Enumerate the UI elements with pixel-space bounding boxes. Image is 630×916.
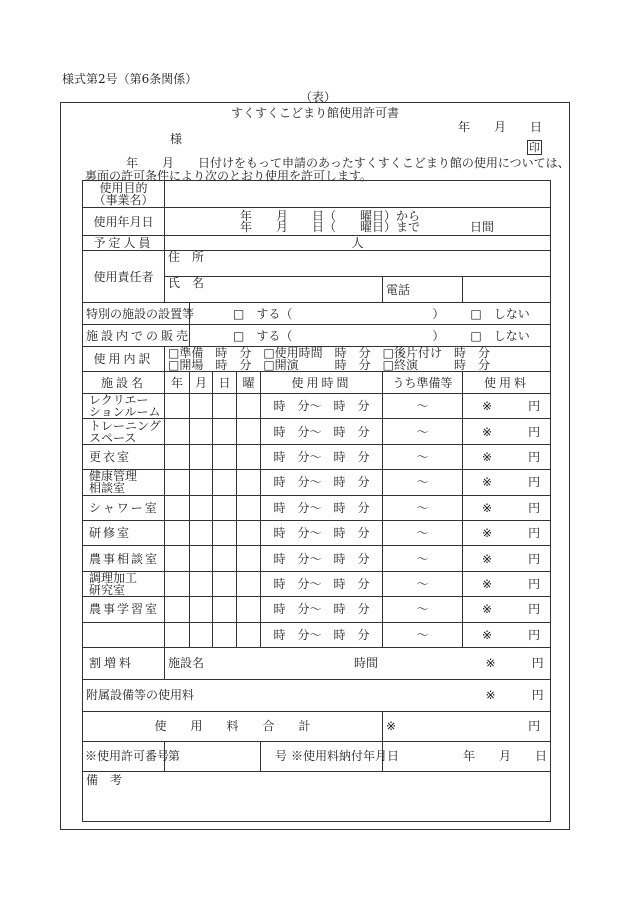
recipient-honorific: 様: [170, 132, 183, 146]
purpose-label: 使用目的 （事業名）: [83, 181, 165, 208]
facility-row: [83, 597, 551, 622]
sales-label: 施設内での販売: [83, 325, 190, 347]
fee-cell[interactable]: ※ 円: [463, 571, 551, 596]
header-month: 月: [190, 372, 213, 394]
remarks-row: [83, 771, 551, 821]
year-cell[interactable]: [165, 520, 190, 545]
weekday-cell[interactable]: [237, 444, 261, 469]
surcharge-facility[interactable]: 施設名 時間: [165, 647, 383, 679]
weekday-cell[interactable]: [237, 546, 261, 571]
month-cell[interactable]: [190, 520, 213, 545]
use-time-cell[interactable]: 時 分～ 時 分: [261, 419, 383, 444]
people-row: [83, 236, 551, 251]
responsible-address-row: [83, 251, 551, 277]
weekday-cell[interactable]: [237, 495, 261, 520]
month-cell[interactable]: [190, 546, 213, 571]
year-cell[interactable]: [165, 470, 190, 495]
use-time-cell[interactable]: 時 分～ 時 分: [261, 622, 383, 647]
facility-name: [83, 622, 165, 647]
equipment-fee[interactable]: ※ 円: [463, 679, 551, 711]
prep-cell[interactable]: ～: [383, 495, 463, 520]
surcharge-fee[interactable]: ※ 円: [463, 647, 551, 679]
use-time-cell[interactable]: 時 分～ 時 分: [261, 597, 383, 622]
header-weekday: 曜: [237, 372, 261, 394]
prep-cell[interactable]: ～: [383, 520, 463, 545]
responsible-label: 使用責任者: [83, 251, 165, 303]
facility-name: 調理加工 研究室: [83, 571, 165, 596]
paid-date[interactable]: 年 月 日: [383, 741, 551, 771]
header-prep: うち準備等: [383, 372, 463, 394]
surcharge-row: [83, 647, 551, 679]
prep-cell[interactable]: ～: [383, 546, 463, 571]
year-cell[interactable]: [165, 546, 190, 571]
year-cell[interactable]: [165, 495, 190, 520]
facility-name: 健康管理 相談室: [83, 470, 165, 495]
fee-cell[interactable]: ※ 円: [463, 622, 551, 647]
facility-row: [83, 444, 551, 469]
use-date-label: 使用年月日: [83, 208, 165, 236]
facility-rows: [83, 394, 551, 648]
year-cell[interactable]: [165, 419, 190, 444]
fee-cell[interactable]: ※ 円: [463, 495, 551, 520]
facility-header-row: [83, 372, 551, 394]
header-day: 日: [213, 372, 237, 394]
year-cell[interactable]: [165, 571, 190, 596]
fee-cell[interactable]: ※ 円: [463, 419, 551, 444]
day-cell[interactable]: [213, 546, 237, 571]
weekday-cell[interactable]: [237, 571, 261, 596]
fee-cell[interactable]: ※ 円: [463, 520, 551, 545]
prep-cell[interactable]: ～: [383, 597, 463, 622]
weekday-cell[interactable]: [237, 470, 261, 495]
facility-row: [83, 470, 551, 495]
use-time-cell[interactable]: 時 分～ 時 分: [261, 571, 383, 596]
sales-row: [83, 325, 551, 347]
facility-name: 研修室: [83, 520, 165, 545]
use-date-value[interactable]: 年 月 日（ 曜日）から 年 月 日（ 曜日）まで 日間: [165, 208, 551, 236]
day-cell[interactable]: [213, 520, 237, 545]
front-side-label: （表）: [300, 90, 337, 104]
fee-cell[interactable]: ※ 円: [463, 470, 551, 495]
phone-field[interactable]: 電話: [383, 277, 463, 303]
weekday-cell[interactable]: [237, 520, 261, 545]
total-fee[interactable]: ※ 円: [383, 711, 551, 741]
prep-cell[interactable]: ～: [383, 571, 463, 596]
facility-name: レクリエー ションルーム: [83, 394, 165, 419]
facility-row: [83, 571, 551, 596]
special-options[interactable]: □ する（ ） □ しない: [190, 303, 551, 325]
facility-name: トレーニング スペース: [83, 419, 165, 444]
header-fee: 使用料: [463, 372, 551, 394]
month-cell[interactable]: [190, 394, 213, 419]
day-cell[interactable]: [213, 444, 237, 469]
facility-name: シャワー室: [83, 495, 165, 520]
header-facility: 施設名: [83, 372, 165, 394]
facility-row: [83, 394, 551, 419]
facility-name: 更衣室: [83, 444, 165, 469]
use-time-cell[interactable]: 時 分～ 時 分: [261, 394, 383, 419]
use-time-cell[interactable]: 時 分～ 時 分: [261, 470, 383, 495]
month-cell[interactable]: [190, 571, 213, 596]
address-field[interactable]: 住 所: [165, 251, 551, 277]
prep-cell[interactable]: ～: [383, 470, 463, 495]
day-cell[interactable]: [213, 597, 237, 622]
permit-number-field[interactable]: 第: [165, 741, 261, 771]
special-facility-row: [83, 303, 551, 325]
year-cell[interactable]: [165, 444, 190, 469]
facility-row: [83, 520, 551, 545]
intro-line-1: 年 月 日付けをもって申請のあったすくすくこどまり館の使用については、: [126, 156, 570, 170]
fee-cell[interactable]: ※ 円: [463, 444, 551, 469]
permit-table: [82, 180, 551, 822]
prep-cell[interactable]: ～: [383, 394, 463, 419]
prep-cell[interactable]: ～: [383, 444, 463, 469]
seal-mark: [527, 139, 542, 155]
month-cell[interactable]: [190, 470, 213, 495]
day-cell[interactable]: [213, 470, 237, 495]
permit-number-go: 号 ※使用料納付年月日: [261, 741, 383, 771]
prep-cell[interactable]: ～: [383, 419, 463, 444]
facility-row: [83, 622, 551, 647]
fee-cell[interactable]: ※ 円: [463, 546, 551, 571]
day-cell[interactable]: [213, 419, 237, 444]
special-label: 特別の施設の設置等: [83, 303, 190, 325]
weekday-cell[interactable]: [237, 394, 261, 419]
people-label: 予定人員: [83, 236, 165, 251]
month-cell[interactable]: [190, 622, 213, 647]
weekday-cell[interactable]: [237, 622, 261, 647]
total-row: [83, 711, 551, 741]
year-cell[interactable]: [165, 622, 190, 647]
weekday-cell[interactable]: [237, 419, 261, 444]
breakdown-row: [83, 347, 551, 372]
use-time-cell[interactable]: 時 分～ 時 分: [261, 444, 383, 469]
issue-date: 年 月 日: [458, 120, 543, 134]
seal-label: 印: [529, 141, 540, 154]
intro-line-2: 裏面の許可条件により次のとおり使用を許可します。: [85, 169, 373, 183]
equipment-row: [83, 679, 551, 711]
day-cell[interactable]: [213, 495, 237, 520]
form-number: 様式第2号（第6条関係）: [62, 72, 198, 86]
form-title: すくすくこどまり館使用許可書: [231, 106, 400, 120]
permit-number-label: ※使用許可番号: [83, 741, 165, 771]
breakdown-label: 使用内訳: [83, 347, 165, 372]
weekday-cell[interactable]: [237, 597, 261, 622]
day-cell[interactable]: [213, 622, 237, 647]
sales-options[interactable]: □ する（ ） □ しない: [190, 325, 551, 347]
header-use-time: 使用時間: [261, 372, 383, 394]
surcharge-label: 割増料: [83, 647, 165, 679]
remarks-field[interactable]: 備 考: [83, 771, 551, 821]
use-time-cell[interactable]: 時 分～ 時 分: [261, 495, 383, 520]
day-cell[interactable]: [213, 394, 237, 419]
facility-row: [83, 495, 551, 520]
facility-row: [83, 419, 551, 444]
facility-name: 農事相談室: [83, 546, 165, 571]
total-label: 使 用 料 合 計: [83, 711, 383, 741]
breakdown-values[interactable]: □準備 時 分 □使用時間 時 分 □後片付け 時 分 □開場 時 分 □開演 時 分 □終演 時 分: [165, 347, 551, 372]
use-date-row: [83, 208, 551, 236]
header-year: 年: [165, 372, 190, 394]
year-cell[interactable]: [165, 394, 190, 419]
month-cell[interactable]: [190, 419, 213, 444]
equipment-label: 附属設備等の使用料: [83, 679, 463, 711]
permit-number-row: [83, 741, 551, 771]
facility-row: [83, 546, 551, 571]
fee-cell[interactable]: ※ 円: [463, 394, 551, 419]
prep-cell[interactable]: ～: [383, 622, 463, 647]
fee-cell[interactable]: ※ 円: [463, 597, 551, 622]
month-cell[interactable]: [190, 495, 213, 520]
facility-name: 農事学習室: [83, 597, 165, 622]
month-cell[interactable]: [190, 597, 213, 622]
name-field[interactable]: 氏 名: [165, 277, 383, 303]
use-time-cell[interactable]: 時 分～ 時 分: [261, 546, 383, 571]
year-cell[interactable]: [165, 597, 190, 622]
purpose-row: [83, 181, 551, 208]
day-cell[interactable]: [213, 571, 237, 596]
month-cell[interactable]: [190, 444, 213, 469]
use-time-cell[interactable]: 時 分～ 時 分: [261, 520, 383, 545]
people-unit: 人: [165, 236, 551, 251]
purpose-value[interactable]: [165, 181, 551, 208]
